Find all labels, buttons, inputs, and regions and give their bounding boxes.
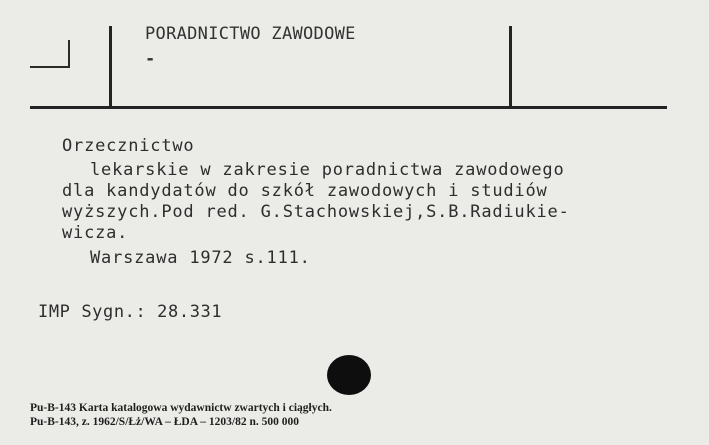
publication-info: Warszawa 1972 s.111. [90, 248, 311, 268]
subject-heading: Orzecznictwo [62, 136, 195, 156]
description-line: dla kandydatów do szkół zawodowych i studiów [62, 181, 548, 201]
punch-hole [327, 355, 371, 395]
call-number: IMP Sygn.: 28.331 [38, 302, 223, 322]
corner-mark [30, 40, 70, 68]
description-line: wyższych.Pod red. G.Stachowskiej,S.B.Radiukie- [62, 202, 570, 222]
description-line: wicza. [62, 223, 129, 243]
category-dash: - [145, 49, 156, 69]
description-line: lekarskie w zakresie poradnictwa zawodowego [90, 160, 565, 180]
vertical-rule-left [109, 26, 112, 108]
category-heading: PORADNICTWO ZAWODOWE [145, 24, 356, 44]
printer-footer-line: Pu-B-143, z. 1962/S/Łż/WA – ŁDA – 1203/82 n. 500 000 [30, 416, 299, 428]
header-rule [30, 106, 667, 109]
printer-footer-line: Pu-B-143 Karta katalogowa wydawnictw zwartych i ciągłych. [30, 402, 332, 414]
vertical-rule-right [509, 26, 512, 108]
